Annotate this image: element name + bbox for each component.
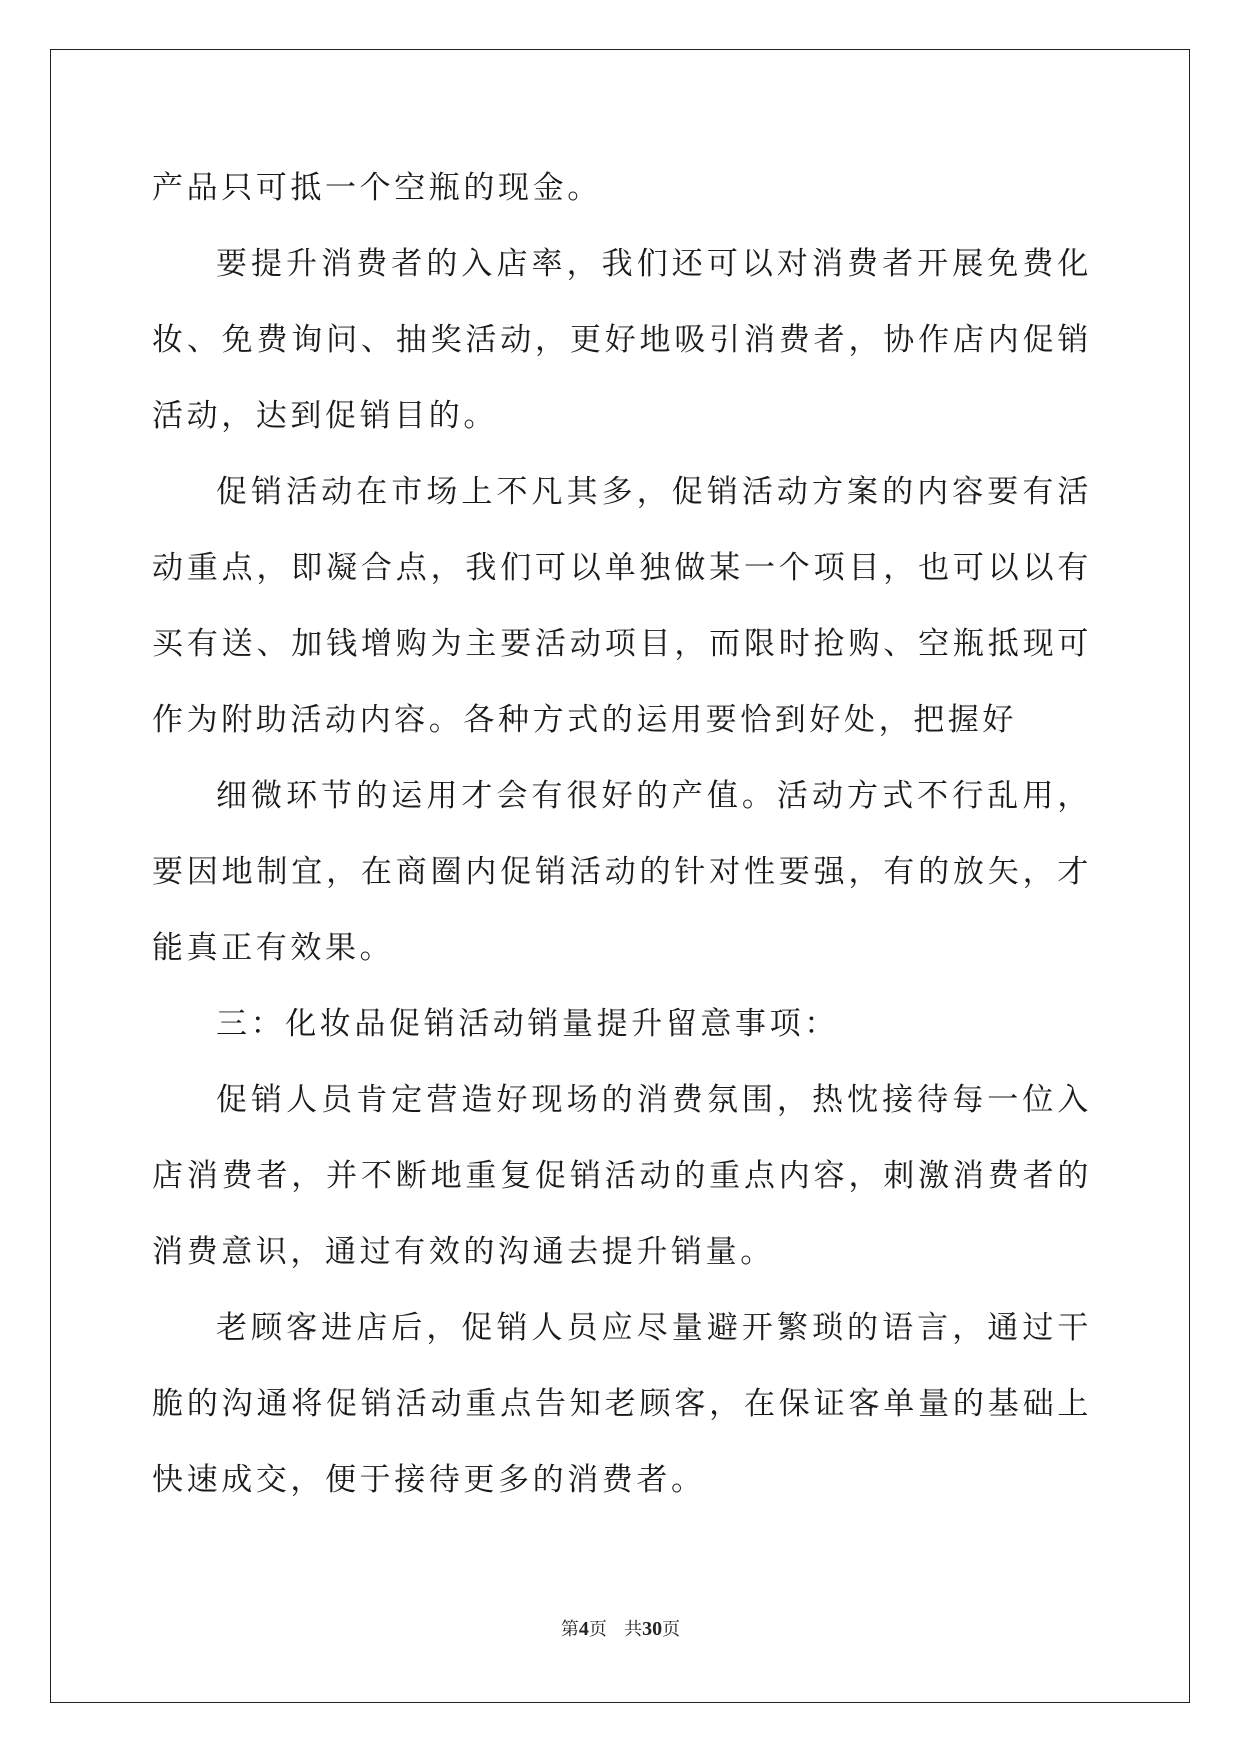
current-page-number: 4 [578, 1618, 589, 1640]
page-footer [0, 1615, 1241, 1641]
paragraph: 老顾客进店后，促销人员应尽量避开繁琐的语言，通过干脆的沟通将促销活动重点告知老顾客，在保证客单量的基础上快速成交，便于接待更多的消费者。 [152, 1310, 1092, 1498]
paragraph: 要提升消费者的入店率，我们还可以对消费者开展免费化妆、免费询问、抽奖活动，更好地吸引消费者，协作店内促销活动，达到促销目的。 [152, 246, 1092, 434]
section-heading: 三：化妆品促销活动销量提升留意事项： [216, 1006, 839, 1042]
paragraph: 产品只可抵一个空瓶的现金。 [152, 170, 602, 206]
footer-gap [607, 1619, 624, 1640]
footer-total-prefix: 共 [624, 1619, 643, 1640]
footer-total-suffix: 页 [662, 1619, 681, 1640]
total-pages-number: 30 [642, 1618, 663, 1640]
paragraph: 促销活动在市场上不凡其多，促销活动方案的内容要有活动重点，即凝合点，我们可以单独做某一个项目，也可以以有买有送、加钱增购为主要活动项目，而限时抢购、空瓶抵现可作为附助活动内容。各种方式的运用要恰到好处，把握好 [152, 474, 1092, 738]
footer-page-suffix: 页 [588, 1619, 607, 1640]
footer-prefix: 第 [560, 1619, 579, 1640]
paragraph: 细微环节的运用才会有很好的产值。活动方式不行乱用，要因地制宜，在商圈内促销活动的针对性要强，有的放矢，才能真正有效果。 [152, 778, 1092, 966]
paragraph: 促销人员肯定营造好现场的消费氛围，热忱接待每一位入店消费者，并不断地重复促销活动的重点内容，刺激消费者的消费意识，通过有效的沟通去提升销量。 [152, 1082, 1092, 1270]
document-body [152, 150, 1092, 1518]
